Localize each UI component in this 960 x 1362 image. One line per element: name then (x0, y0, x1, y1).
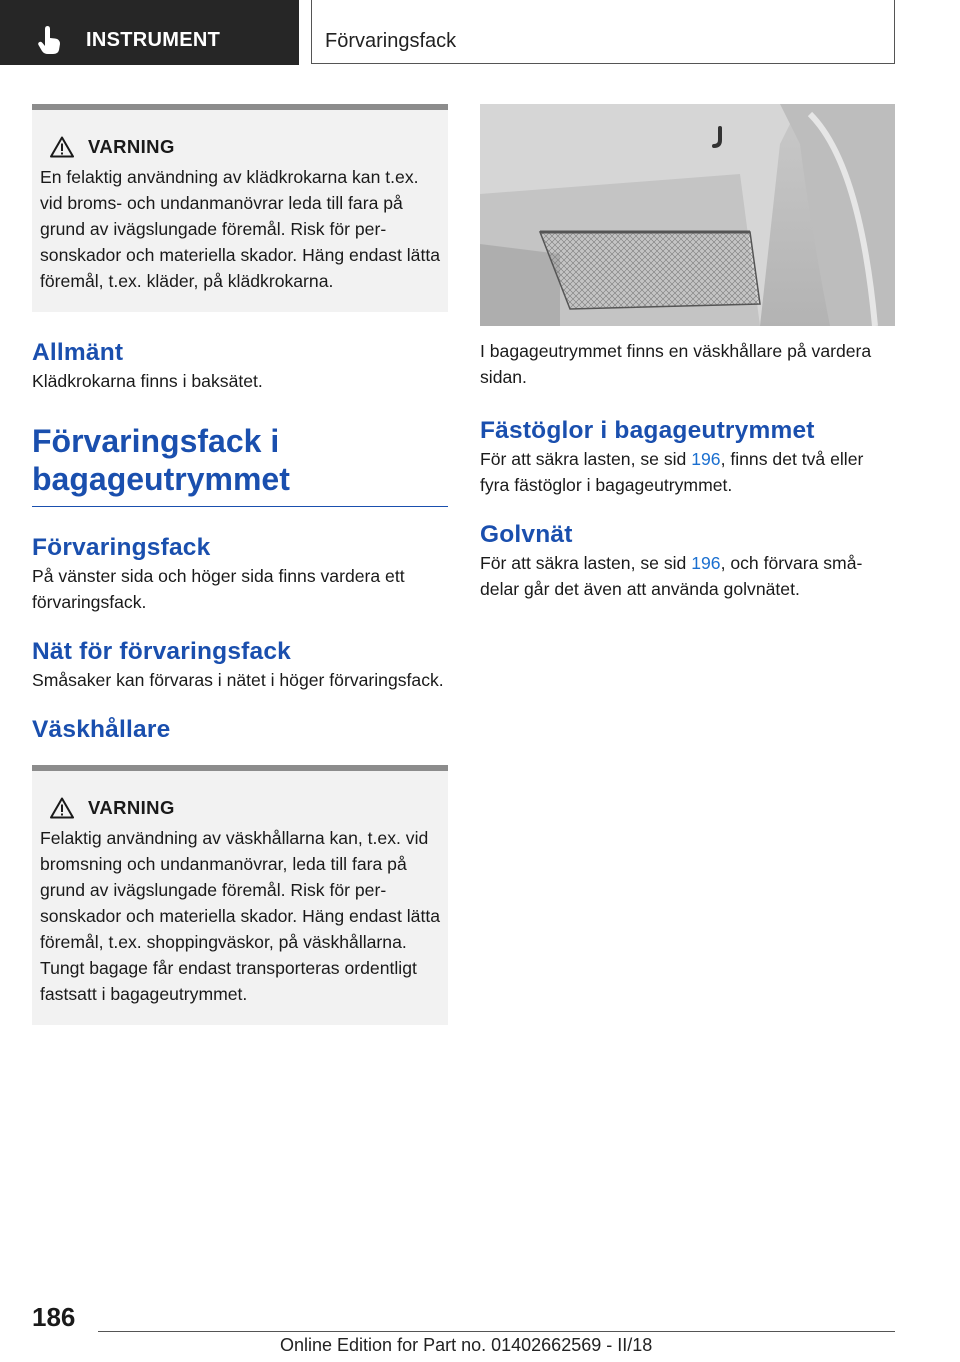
left-column (32, 104, 448, 1025)
text-fastoglor-pre: För att säkra lasten, se sid (480, 449, 692, 469)
warning-header (50, 795, 440, 821)
section-header (311, 0, 895, 64)
heading-vaskhallare: Väskhållare (32, 716, 171, 743)
text-golvnat-post: , och förvara smådelar går det även att använda golvnätet. (480, 553, 863, 599)
warning-text: Felaktig användning av väskhållarna kan, t.ex. vid bromsning och undanmanövrar, leda till fara på grund av ivägslungade föremål. Risk för personskador och materiella skador. Häng endast lätta föremål, t.ex. shoppingväskor, på väskhållarna. Tungt bagage får endast transporteras ordentligt fastsatt i bagageutrymmet. (40, 828, 440, 1004)
heading-main: Förvaringsfack i bagageutrymmet (32, 422, 448, 507)
page-number: 186 (32, 1302, 76, 1332)
heading-fastoglor: Fästöglor i bagageutrymmet (480, 417, 815, 444)
page-link-196[interactable]: 196 (691, 553, 721, 573)
photo-caption: I bagageutrymmet finns en väskhållare på vardera sidan. (480, 341, 872, 387)
section-title: Förvaringsfack (325, 30, 457, 52)
warning-text: En felaktig användning av klädkrokarna kan t.ex. vid broms- och undanmanövrar leda till fara på grund av ivägslungade föremål. Risk för personskador och materiella skador. Häng endast lätta föremål, t.ex. kläder, på klädkrokarna. (40, 167, 440, 291)
text-golvnat (480, 550, 895, 602)
text-allmant: Klädkrokarna finns i baksätet. (32, 371, 263, 391)
heading-nat: Nät för förvaringsfack (32, 638, 291, 665)
text-forvaringsfack: På vänster sida och höger sida finns vardera ett förvaringsfack. (32, 566, 405, 612)
right-column (480, 104, 895, 602)
chapter-tab[interactable] (0, 0, 299, 65)
heading-golvnat: Golvnät (480, 521, 573, 548)
warning-title: VARNING (88, 136, 175, 157)
warning-box-clothes-hooks (32, 104, 448, 312)
chapter-label: INSTRUMENT (86, 29, 221, 51)
text-golvnat-pre: För att säkra lasten, se sid (480, 553, 692, 573)
trunk-bag-holder-photo (480, 104, 895, 326)
warning-title: VARNING (88, 797, 175, 818)
edition-text: Online Edition for Part no. 01402662569 - II/18 (280, 1335, 653, 1355)
footer-divider (98, 1331, 895, 1332)
hand-pointer-icon (38, 26, 64, 54)
heading-forvaringsfack: Förvaringsfack (32, 534, 211, 561)
text-nat: Småsaker kan förvaras i nätet i höger förvaringsfack. (32, 670, 444, 690)
warning-header (50, 134, 440, 160)
heading-allmant: Allmänt (32, 339, 124, 366)
text-fastoglor (480, 446, 895, 498)
text-fastoglor-post: , finns det två eller fyra fästöglor i bagageutrymmet. (480, 449, 864, 495)
warning-triangle-icon (50, 136, 74, 158)
warning-triangle-icon (50, 797, 74, 819)
warning-box-bag-hooks (32, 765, 448, 1025)
page-link-196[interactable]: 196 (691, 449, 721, 469)
